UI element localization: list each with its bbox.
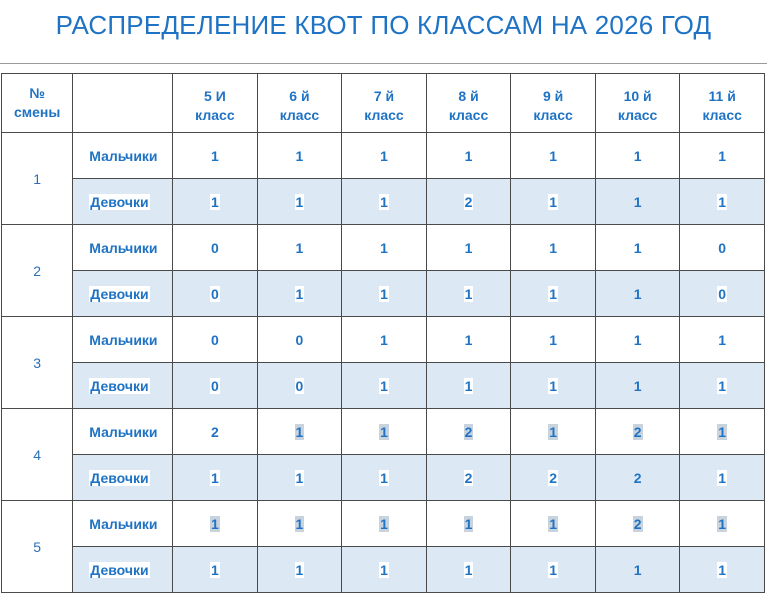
- quota-cell: [257, 225, 342, 271]
- quota-value: 1: [380, 147, 388, 164]
- quota-cell: [595, 363, 680, 409]
- gender-label: Девочки: [90, 193, 149, 210]
- quota-cell: [680, 547, 765, 593]
- quota-cell: [257, 455, 342, 501]
- table-row: [2, 225, 765, 271]
- quota-cell: [173, 409, 258, 455]
- quota-cell: [426, 363, 511, 409]
- quota-value: 1: [380, 285, 388, 302]
- quota-value: 1: [211, 147, 219, 164]
- shift-number-cell: 1: [2, 133, 73, 225]
- quota-value: 0: [211, 285, 219, 302]
- grade-number: 11 й: [708, 88, 736, 104]
- quota-value: 0: [718, 239, 727, 256]
- grade-word: класс: [195, 107, 235, 123]
- boys-label-cell: [73, 409, 173, 455]
- quota-cell: [342, 179, 427, 225]
- quota-cell: [173, 179, 258, 225]
- quota-value: 1: [295, 285, 304, 302]
- gender-label: Мальчики: [89, 147, 158, 164]
- gender-label: Мальчики: [89, 331, 158, 348]
- shift-number-cell: 2: [2, 225, 73, 317]
- quota-value: 1: [549, 423, 557, 440]
- quota-cell: [680, 179, 765, 225]
- quota-value: 1: [633, 147, 642, 164]
- quota-cell: [342, 271, 427, 317]
- quota-value: 1: [295, 239, 304, 256]
- quota-value: 1: [718, 331, 727, 348]
- quota-cell: [173, 501, 258, 547]
- quota-value: 1: [380, 423, 388, 440]
- gender-label: Мальчики: [89, 239, 158, 256]
- grade-word: класс: [533, 107, 573, 123]
- table-row: [2, 409, 765, 455]
- grade-word: класс: [702, 107, 742, 123]
- quota-value: 0: [211, 377, 219, 394]
- quota-cell: [426, 179, 511, 225]
- quota-value: 1: [211, 193, 219, 210]
- quota-value: 1: [211, 515, 219, 532]
- quota-value: 0: [211, 331, 219, 348]
- table-row: [2, 363, 765, 409]
- quota-value: 1: [295, 147, 304, 164]
- quota-value: 1: [549, 561, 557, 578]
- quota-cell: [173, 317, 258, 363]
- quota-cell: [511, 363, 596, 409]
- gender-label: Девочки: [90, 285, 149, 302]
- quota-cell: [426, 133, 511, 179]
- quota-value: 1: [380, 377, 388, 394]
- quota-cell: [511, 225, 596, 271]
- header-grade-7: [342, 74, 427, 133]
- quota-cell: [595, 133, 680, 179]
- quota-value: 2: [549, 469, 557, 486]
- quota-cell: [511, 409, 596, 455]
- quota-cell: [595, 271, 680, 317]
- quota-cell: [511, 501, 596, 547]
- page-title: РАСПРЕДЕЛЕНИЕ КВОТ ПО КЛАССАМ НА 2026 ГОД: [55, 10, 712, 40]
- quota-cell: [342, 133, 427, 179]
- header-grade-11: [680, 74, 765, 133]
- gender-label: Девочки: [90, 377, 149, 394]
- quota-cell: [342, 547, 427, 593]
- quota-cell: [342, 225, 427, 271]
- quota-cell: [173, 547, 258, 593]
- quota-value: 1: [549, 239, 557, 256]
- quota-value: 1: [464, 377, 473, 394]
- quota-value: 1: [464, 561, 473, 578]
- grade-word: класс: [448, 107, 489, 123]
- quota-value: 1: [633, 285, 642, 302]
- quota-cell: [595, 179, 680, 225]
- quota-cell: [680, 455, 765, 501]
- quota-cell: [680, 133, 765, 179]
- quota-cell: [680, 225, 765, 271]
- quota-value: 1: [718, 561, 727, 578]
- quota-value: 1: [380, 561, 388, 578]
- grade-number: 9 й: [542, 88, 564, 104]
- quota-cell: [342, 409, 427, 455]
- shift-number-cell: 5: [2, 501, 73, 593]
- boys-label-cell: [73, 225, 173, 271]
- quota-cell: [426, 455, 511, 501]
- quota-cell: [426, 547, 511, 593]
- girls-label-cell: [73, 271, 173, 317]
- quota-value: 1: [211, 469, 219, 486]
- quota-cell: [595, 547, 680, 593]
- quota-cell: [173, 455, 258, 501]
- header-shift-line1: №: [29, 85, 45, 101]
- quota-cell: [173, 225, 258, 271]
- quota-value: 1: [718, 515, 727, 532]
- header-shift-number: [2, 74, 73, 133]
- quota-value: 1: [295, 469, 304, 486]
- quota-value: 0: [295, 331, 304, 348]
- gender-label: Девочки: [90, 561, 149, 578]
- quota-value: 1: [211, 561, 219, 578]
- quota-value: 1: [464, 239, 473, 256]
- quota-value: 1: [295, 515, 304, 532]
- header-grade-5: [173, 74, 258, 133]
- quota-value: 1: [464, 331, 473, 348]
- grade-word: класс: [364, 107, 404, 123]
- girls-label-cell: [73, 179, 173, 225]
- quota-value: 1: [380, 515, 388, 532]
- quota-cell: [257, 363, 342, 409]
- girls-label-cell: [73, 547, 173, 593]
- quota-cell: [257, 133, 342, 179]
- header-row: [2, 74, 765, 133]
- quota-value: 1: [718, 423, 727, 440]
- boys-label-cell: [73, 317, 173, 363]
- quota-value: 1: [464, 147, 473, 164]
- gender-label: Мальчики: [89, 515, 158, 532]
- quota-cell: [595, 501, 680, 547]
- quota-cell: [595, 317, 680, 363]
- header-grade-6: [257, 74, 342, 133]
- quota-value: 1: [718, 147, 727, 164]
- grade-number: 5 И: [204, 88, 226, 104]
- quota-cell: [595, 225, 680, 271]
- gender-label: Девочки: [90, 469, 149, 486]
- quota-value: 1: [549, 147, 557, 164]
- header-gender: [73, 74, 173, 133]
- quota-cell: [257, 501, 342, 547]
- quota-cell: [257, 317, 342, 363]
- quota-cell: [173, 271, 258, 317]
- quota-cell: [680, 363, 765, 409]
- quota-value: 1: [295, 193, 304, 210]
- quota-cell: [595, 455, 680, 501]
- quota-cell: [426, 225, 511, 271]
- quota-value: 1: [380, 193, 388, 210]
- divider: [0, 63, 767, 64]
- quota-cell: [342, 455, 427, 501]
- quota-cell: [511, 133, 596, 179]
- quota-value: 2: [464, 193, 473, 210]
- table-row: [2, 455, 765, 501]
- quota-cell: [511, 317, 596, 363]
- quota-cell: [257, 179, 342, 225]
- grade-number: 10 й: [623, 88, 652, 104]
- girls-label-cell: [73, 363, 173, 409]
- grade-word: класс: [279, 107, 320, 123]
- grade-number: 8 й: [458, 88, 479, 104]
- quota-cell: [426, 271, 511, 317]
- header-grade-10: [595, 74, 680, 133]
- quota-value: 1: [295, 423, 304, 440]
- quota-cell: [511, 455, 596, 501]
- quota-cell: [257, 271, 342, 317]
- quota-cell: [680, 501, 765, 547]
- table-row: [2, 501, 765, 547]
- quota-cell: [595, 409, 680, 455]
- quota-value: 1: [633, 561, 642, 578]
- quota-cell: [173, 133, 258, 179]
- table-row: [2, 271, 765, 317]
- quota-value: 2: [633, 515, 642, 532]
- quota-table: [1, 73, 765, 593]
- quota-value: 1: [380, 331, 388, 348]
- quota-table-body: [2, 133, 765, 593]
- shift-number-cell: 4: [2, 409, 73, 501]
- grade-word: класс: [617, 107, 658, 123]
- quota-value: 1: [718, 377, 727, 394]
- header-shift-line2: смены: [13, 104, 61, 120]
- quota-value: 0: [718, 285, 727, 302]
- quota-value: 1: [549, 515, 557, 532]
- quota-cell: [257, 547, 342, 593]
- quota-value: 1: [549, 285, 557, 302]
- quota-value: 1: [380, 239, 388, 256]
- quota-cell: [342, 363, 427, 409]
- quota-value: 1: [633, 377, 642, 394]
- quota-value: 1: [549, 377, 557, 394]
- quota-value: 0: [211, 239, 219, 256]
- quota-value: 1: [380, 469, 388, 486]
- table-row: [2, 179, 765, 225]
- quota-value: 2: [211, 423, 219, 440]
- gender-label: Мальчики: [89, 423, 158, 440]
- quota-value: 1: [464, 285, 473, 302]
- quota-cell: [680, 317, 765, 363]
- quota-value: 2: [633, 469, 642, 486]
- girls-label-cell: [73, 455, 173, 501]
- table-row: [2, 317, 765, 363]
- quota-value: 1: [633, 331, 642, 348]
- quota-cell: [426, 317, 511, 363]
- quota-cell: [511, 179, 596, 225]
- quota-value: 1: [718, 193, 727, 210]
- quota-value: 1: [633, 239, 642, 256]
- quota-cell: [173, 363, 258, 409]
- quota-cell: [257, 409, 342, 455]
- quota-cell: [426, 409, 511, 455]
- quota-cell: [342, 317, 427, 363]
- quota-value: 1: [549, 331, 557, 348]
- quota-cell: [680, 409, 765, 455]
- quota-value: 1: [464, 515, 473, 532]
- quota-cell: [511, 271, 596, 317]
- quota-cell: [511, 547, 596, 593]
- quota-value: 2: [633, 423, 642, 440]
- quota-value: 1: [718, 469, 727, 486]
- quota-cell: [680, 271, 765, 317]
- quota-value: 1: [295, 561, 304, 578]
- quota-cell: [342, 501, 427, 547]
- boys-label-cell: [73, 133, 173, 179]
- grade-number: 7 й: [373, 88, 395, 104]
- header-grade-8: [426, 74, 511, 133]
- boys-label-cell: [73, 501, 173, 547]
- quota-value: 1: [633, 193, 642, 210]
- table-row: [2, 133, 765, 179]
- quota-value: 2: [464, 423, 473, 440]
- header-grade-9: [511, 74, 596, 133]
- quota-cell: [426, 501, 511, 547]
- quota-value: 1: [549, 193, 557, 210]
- table-row: [2, 547, 765, 593]
- shift-number-cell: 3: [2, 317, 73, 409]
- grade-number: 6 й: [289, 88, 310, 104]
- quota-value: 0: [295, 377, 304, 394]
- quota-value: 2: [464, 469, 473, 486]
